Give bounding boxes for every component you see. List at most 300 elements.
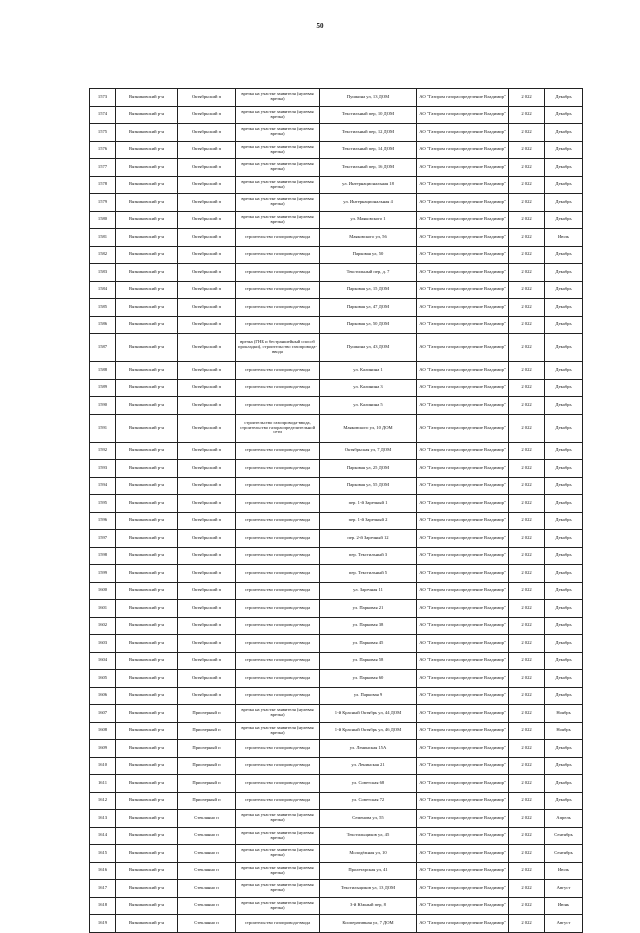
year-cell: 2 022 [509, 316, 545, 334]
organization-cell: АО "Газпром газораспределение Владимир" [417, 379, 509, 397]
district-cell: Вязниковский р-н [116, 670, 178, 688]
table-row [90, 792, 583, 810]
table-row [90, 845, 583, 863]
address-cell: ул. Ленинская 15А [320, 740, 417, 758]
row-number-cell: 1602 [90, 617, 116, 635]
month-cell: Декабрь [545, 652, 583, 670]
organization-cell: АО "Газпром газораспределение Владимир" [417, 740, 509, 758]
address-cell: Семенова ул, 55 [320, 810, 417, 828]
month-cell: Декабрь [545, 246, 583, 264]
table-row [90, 687, 583, 705]
table-row [90, 740, 583, 758]
settlement-cell: Октябрьский п [178, 582, 236, 600]
address-cell: ул. Интернациональная 4 [320, 194, 417, 212]
table-row [90, 334, 583, 362]
row-number-cell: 1591 [90, 414, 116, 442]
district-cell: Вязниковский р-н [116, 582, 178, 600]
year-cell: 2 022 [509, 722, 545, 740]
page-number: 50 [316, 22, 324, 30]
district-cell: Вязниковский р-н [116, 880, 178, 898]
month-cell: Апрель [545, 810, 583, 828]
row-number-cell: 1610 [90, 757, 116, 775]
month-cell: Декабрь [545, 414, 583, 442]
work-type-cell: врезка на участке заявителя (нулевая врезка) [236, 862, 320, 880]
settlement-cell: Октябрьский п [178, 379, 236, 397]
month-cell: Декабрь [545, 176, 583, 194]
organization-cell: АО "Газпром газораспределение Владимир" [417, 495, 509, 513]
table-row [90, 194, 583, 212]
year-cell: 2 022 [509, 897, 545, 915]
table-row [90, 397, 583, 415]
work-type-cell: строительство газопровода-ввода [236, 299, 320, 317]
row-number-cell: 1574 [90, 106, 116, 124]
address-cell: Парковая ул, 47 ДОМ [320, 299, 417, 317]
year-cell: 2 022 [509, 530, 545, 548]
address-cell: ул. Маяковского 1 [320, 211, 417, 229]
district-cell: Вязниковский р-н [116, 547, 178, 565]
work-type-cell: строительство газопровода-ввода [236, 617, 320, 635]
address-cell: ул. Калинина 5 [320, 397, 417, 415]
organization-cell: АО "Газпром газораспределение Владимир" [417, 414, 509, 442]
work-type-cell: врезка на участке заявителя (нулевая врезка) [236, 827, 320, 845]
settlement-cell: Октябрьский п [178, 512, 236, 530]
district-cell: Вязниковский р-н [116, 264, 178, 282]
work-type-cell: врезка на участке заявителя (нулевая врезка) [236, 124, 320, 142]
address-cell: Парковая ул, 15 ДОМ [320, 281, 417, 299]
settlement-cell: Стеклянно п [178, 810, 236, 828]
month-cell: Декабрь [545, 670, 583, 688]
table-row [90, 246, 583, 264]
organization-cell: АО "Газпром газораспределение Владимир" [417, 722, 509, 740]
district-cell: Вязниковский р-н [116, 722, 178, 740]
year-cell: 2 022 [509, 880, 545, 898]
address-cell: ул. Парковая 38 [320, 617, 417, 635]
row-number-cell: 1590 [90, 397, 116, 415]
row-number-cell: 1579 [90, 194, 116, 212]
organization-cell: АО "Газпром газораспределение Владимир" [417, 106, 509, 124]
month-cell: Декабрь [545, 792, 583, 810]
month-cell: Декабрь [545, 379, 583, 397]
row-number-cell: 1605 [90, 670, 116, 688]
settlement-cell: Стеклянно п [178, 897, 236, 915]
row-number-cell: 1588 [90, 362, 116, 380]
settlement-cell: Октябрьский п [178, 687, 236, 705]
address-cell: ул. Калинина 1 [320, 362, 417, 380]
address-cell: пер. 1-й Заречный 1 [320, 495, 417, 513]
work-type-cell: строительство газопровода-ввода [236, 246, 320, 264]
work-type-cell: врезка на участке заявителя (нулевая врезка) [236, 89, 320, 107]
settlement-cell: Октябрьский п [178, 141, 236, 159]
row-number-cell: 1586 [90, 316, 116, 334]
row-number-cell: 1587 [90, 334, 116, 362]
month-cell: Декабрь [545, 460, 583, 478]
table-row [90, 565, 583, 583]
row-number-cell: 1585 [90, 299, 116, 317]
month-cell: Декабрь [545, 600, 583, 618]
address-cell: Маяковского ул, 10 ДОМ [320, 414, 417, 442]
organization-cell: АО "Газпром газораспределение Владимир" [417, 845, 509, 863]
address-cell: Маяковского ул, 56 [320, 229, 417, 247]
work-type-cell: врезка на участке заявителя (нулевая врезка) [236, 106, 320, 124]
month-cell: Июль [545, 229, 583, 247]
district-cell: Вязниковский р-н [116, 124, 178, 142]
work-type-cell: врезка на участке заявителя (нулевая врезка) [236, 194, 320, 212]
year-cell: 2 022 [509, 264, 545, 282]
address-cell: пер. 2-й Заречный 12 [320, 530, 417, 548]
table-row [90, 652, 583, 670]
table-row [90, 89, 583, 107]
year-cell: 2 022 [509, 229, 545, 247]
row-number-cell: 1611 [90, 775, 116, 793]
month-cell: Декабрь [545, 334, 583, 362]
row-number-cell: 1584 [90, 281, 116, 299]
district-cell: Вязниковский р-н [116, 194, 178, 212]
organization-cell: АО "Газпром газораспределение Владимир" [417, 512, 509, 530]
settlement-cell: Октябрьский п [178, 530, 236, 548]
year-cell: 2 022 [509, 124, 545, 142]
month-cell: Декабрь [545, 442, 583, 460]
row-number-cell: 1577 [90, 159, 116, 177]
work-type-cell: строительство газопровода-ввода [236, 775, 320, 793]
address-cell: 1-й Красный Октябрь ул, 44 ДОМ [320, 705, 417, 723]
address-cell: ул. Заречная 11 [320, 582, 417, 600]
row-number-cell: 1596 [90, 512, 116, 530]
organization-cell: АО "Газпром газораспределение Владимир" [417, 176, 509, 194]
organization-cell: АО "Газпром газораспределение Владимир" [417, 897, 509, 915]
month-cell: Декабрь [545, 740, 583, 758]
row-number-cell: 1594 [90, 477, 116, 495]
table-row [90, 862, 583, 880]
year-cell: 2 022 [509, 775, 545, 793]
district-cell: Вязниковский р-н [116, 810, 178, 828]
organization-cell: АО "Газпром газораспределение Владимир" [417, 600, 509, 618]
year-cell: 2 022 [509, 211, 545, 229]
district-cell: Вязниковский р-н [116, 334, 178, 362]
work-type-cell: строительство газопровода-ввода [236, 915, 320, 933]
year-cell: 2 022 [509, 299, 545, 317]
district-cell: Вязниковский р-н [116, 246, 178, 264]
month-cell: Сентябрь [545, 827, 583, 845]
address-cell: Парковая ул, 50 [320, 246, 417, 264]
month-cell: Декабрь [545, 211, 583, 229]
table-row [90, 897, 583, 915]
district-cell: Вязниковский р-н [116, 229, 178, 247]
month-cell: Декабрь [545, 635, 583, 653]
month-cell: Декабрь [545, 141, 583, 159]
address-cell: ул. Парковая 60 [320, 670, 417, 688]
month-cell: Декабрь [545, 582, 583, 600]
table-row [90, 512, 583, 530]
district-cell: Вязниковский р-н [116, 106, 178, 124]
table-row [90, 299, 583, 317]
row-number-cell: 1618 [90, 897, 116, 915]
table-row [90, 810, 583, 828]
settlement-cell: Октябрьский п [178, 316, 236, 334]
row-number-cell: 1603 [90, 635, 116, 653]
district-cell: Вязниковский р-н [116, 89, 178, 107]
work-type-cell: врезка на участке заявителя (нулевая врезка) [236, 880, 320, 898]
year-cell: 2 022 [509, 246, 545, 264]
settlement-cell: Приозерный п [178, 705, 236, 723]
district-cell: Вязниковский р-н [116, 862, 178, 880]
settlement-cell: Октябрьский п [178, 442, 236, 460]
year-cell: 2 022 [509, 334, 545, 362]
work-type-cell: строительство газопровода-ввода [236, 670, 320, 688]
organization-cell: АО "Газпром газораспределение Владимир" [417, 530, 509, 548]
organization-cell: АО "Газпром газораспределение Владимир" [417, 477, 509, 495]
organization-cell: АО "Газпром газораспределение Владимир" [417, 299, 509, 317]
address-cell: ул. Парковая 58 [320, 652, 417, 670]
organization-cell: АО "Газпром газораспределение Владимир" [417, 281, 509, 299]
year-cell: 2 022 [509, 362, 545, 380]
table-row [90, 635, 583, 653]
month-cell: Декабрь [545, 362, 583, 380]
organization-cell: АО "Газпром газораспределение Владимир" [417, 442, 509, 460]
year-cell: 2 022 [509, 281, 545, 299]
month-cell: Декабрь [545, 264, 583, 282]
table-row [90, 775, 583, 793]
organization-cell: АО "Газпром газораспределение Владимир" [417, 617, 509, 635]
work-type-cell: строительство газопровода-ввода [236, 477, 320, 495]
table-row [90, 362, 583, 380]
work-type-cell: строительство газопровода-ввода [236, 512, 320, 530]
settlement-cell: Октябрьский п [178, 565, 236, 583]
district-cell: Вязниковский р-н [116, 740, 178, 758]
district-cell: Вязниковский р-н [116, 617, 178, 635]
work-type-cell: строительство газопровода-ввода [236, 530, 320, 548]
month-cell: Декабрь [545, 547, 583, 565]
work-type-cell: строительство газопровода-ввода [236, 547, 320, 565]
year-cell: 2 022 [509, 635, 545, 653]
settlement-cell: Октябрьский п [178, 246, 236, 264]
year-cell: 2 022 [509, 617, 545, 635]
district-cell: Вязниковский р-н [116, 159, 178, 177]
district-cell: Вязниковский р-н [116, 652, 178, 670]
address-cell: 1-й Красный Октябрь ул, 46 ДОМ [320, 722, 417, 740]
work-type-cell: строительство газопровода-ввода [236, 460, 320, 478]
table-row [90, 757, 583, 775]
organization-cell: АО "Газпром газораспределение Владимир" [417, 362, 509, 380]
settlement-cell: Октябрьский п [178, 176, 236, 194]
settlement-cell: Октябрьский п [178, 106, 236, 124]
year-cell: 2 022 [509, 442, 545, 460]
district-cell: Вязниковский р-н [116, 600, 178, 618]
address-cell: ул. Калинина 3 [320, 379, 417, 397]
work-type-cell: строительство газопровода-ввода [236, 687, 320, 705]
address-cell: Парковая ул, 55 ДОМ [320, 477, 417, 495]
table-row [90, 159, 583, 177]
work-type-cell: строительство газопровода-ввода [236, 600, 320, 618]
settlement-cell: Приозерный п [178, 775, 236, 793]
address-cell: ул. Парковая 9 [320, 687, 417, 705]
month-cell: Август [545, 915, 583, 933]
year-cell: 2 022 [509, 827, 545, 845]
year-cell: 2 022 [509, 397, 545, 415]
table-row [90, 264, 583, 282]
gasification-register-table [89, 88, 583, 933]
settlement-cell: Октябрьский п [178, 547, 236, 565]
district-cell: Вязниковский р-н [116, 775, 178, 793]
organization-cell: АО "Газпром газораспределение Владимир" [417, 565, 509, 583]
work-type-cell: врезка на участке заявителя (нулевая врезка) [236, 705, 320, 723]
row-number-cell: 1583 [90, 264, 116, 282]
year-cell: 2 022 [509, 687, 545, 705]
table-row [90, 705, 583, 723]
work-type-cell: строительство газопровода-ввода [236, 316, 320, 334]
work-type-cell: строительство газопровода-ввода [236, 565, 320, 583]
organization-cell: АО "Газпром газораспределение Владимир" [417, 159, 509, 177]
row-number-cell: 1593 [90, 460, 116, 478]
organization-cell: АО "Газпром газораспределение Владимир" [417, 264, 509, 282]
month-cell: Декабрь [545, 299, 583, 317]
district-cell: Вязниковский р-н [116, 845, 178, 863]
table-row [90, 582, 583, 600]
year-cell: 2 022 [509, 414, 545, 442]
row-number-cell: 1609 [90, 740, 116, 758]
month-cell: Декабрь [545, 530, 583, 548]
table-row [90, 547, 583, 565]
organization-cell: АО "Газпром газораспределение Владимир" [417, 775, 509, 793]
organization-cell: АО "Газпром газораспределение Владимир" [417, 582, 509, 600]
row-number-cell: 1592 [90, 442, 116, 460]
row-number-cell: 1580 [90, 211, 116, 229]
year-cell: 2 022 [509, 460, 545, 478]
work-type-cell: врезка на участке заявителя (нулевая врезка) [236, 845, 320, 863]
year-cell: 2 022 [509, 194, 545, 212]
table-row [90, 460, 583, 478]
month-cell: Декабрь [545, 512, 583, 530]
row-number-cell: 1573 [90, 89, 116, 107]
year-cell: 2 022 [509, 652, 545, 670]
district-cell: Вязниковский р-н [116, 442, 178, 460]
address-cell: Пролетарская ул, 41 [320, 862, 417, 880]
organization-cell: АО "Газпром газораспределение Владимир" [417, 635, 509, 653]
table-row [90, 281, 583, 299]
settlement-cell: Стеклянно п [178, 915, 236, 933]
table-row [90, 106, 583, 124]
address-cell: ул. Интернациональная 18 [320, 176, 417, 194]
settlement-cell: Стеклянно п [178, 827, 236, 845]
work-type-cell: строительство газопровода-ввода [236, 740, 320, 758]
work-type-cell: строительство газопровода-ввода [236, 264, 320, 282]
year-cell: 2 022 [509, 600, 545, 618]
row-number-cell: 1575 [90, 124, 116, 142]
month-cell: Июнь [545, 897, 583, 915]
year-cell: 2 022 [509, 670, 545, 688]
organization-cell: АО "Газпром газораспределение Владимир" [417, 89, 509, 107]
district-cell: Вязниковский р-н [116, 414, 178, 442]
month-cell: Декабрь [545, 89, 583, 107]
organization-cell: АО "Газпром газораспределение Владимир" [417, 687, 509, 705]
address-cell: 3-й Южный пер, 8 [320, 897, 417, 915]
organization-cell: АО "Газпром газораспределение Владимир" [417, 792, 509, 810]
row-number-cell: 1608 [90, 722, 116, 740]
row-number-cell: 1604 [90, 652, 116, 670]
district-cell: Вязниковский р-н [116, 379, 178, 397]
year-cell: 2 022 [509, 106, 545, 124]
address-cell: пер. 1-й Заречный 2 [320, 512, 417, 530]
year-cell: 2 022 [509, 89, 545, 107]
organization-cell: АО "Газпром газораспределение Владимир" [417, 757, 509, 775]
organization-cell: АО "Газпром газораспределение Владимир" [417, 652, 509, 670]
address-cell: Парковая ул, 25 ДОМ [320, 460, 417, 478]
row-number-cell: 1576 [90, 141, 116, 159]
address-cell: Текстильный пер, 12 ДОМ [320, 124, 417, 142]
settlement-cell: Стеклянно п [178, 862, 236, 880]
organization-cell: АО "Газпром газораспределение Владимир" [417, 705, 509, 723]
row-number-cell: 1619 [90, 915, 116, 933]
year-cell: 2 022 [509, 862, 545, 880]
year-cell: 2 022 [509, 547, 545, 565]
table-row [90, 600, 583, 618]
district-cell: Вязниковский р-н [116, 477, 178, 495]
work-type-cell: строительство газопровода-ввода [236, 229, 320, 247]
row-number-cell: 1601 [90, 600, 116, 618]
organization-cell: АО "Газпром газораспределение Владимир" [417, 880, 509, 898]
settlement-cell: Октябрьский п [178, 362, 236, 380]
settlement-cell: Октябрьский п [178, 229, 236, 247]
address-cell: Текстильщиков ул, 13 ДОМ [320, 880, 417, 898]
month-cell: Сентябрь [545, 845, 583, 863]
organization-cell: АО "Газпром газораспределение Владимир" [417, 334, 509, 362]
row-number-cell: 1612 [90, 792, 116, 810]
address-cell: ул. Парковая 21 [320, 600, 417, 618]
work-type-cell: врезка на участке заявителя (нулевая врезка) [236, 176, 320, 194]
district-cell: Вязниковский р-н [116, 397, 178, 415]
work-type-cell: строительство газопровода-ввода [236, 495, 320, 513]
settlement-cell: Октябрьский п [178, 652, 236, 670]
address-cell: Пушкина ул, 43 ДОМ [320, 334, 417, 362]
district-cell: Вязниковский р-н [116, 281, 178, 299]
month-cell: Ноябрь [545, 722, 583, 740]
address-cell: пер. Текстильный 5 [320, 565, 417, 583]
row-number-cell: 1582 [90, 246, 116, 264]
work-type-cell: врезка на участке заявителя (нулевая врезка) [236, 897, 320, 915]
year-cell: 2 022 [509, 792, 545, 810]
settlement-cell: Октябрьский п [178, 89, 236, 107]
month-cell: Декабрь [545, 565, 583, 583]
organization-cell: АО "Газпром газораспределение Владимир" [417, 915, 509, 933]
month-cell: Декабрь [545, 775, 583, 793]
work-type-cell: строительство газопровода-ввода [236, 281, 320, 299]
organization-cell: АО "Газпром газораспределение Владимир" [417, 862, 509, 880]
row-number-cell: 1578 [90, 176, 116, 194]
month-cell: Август [545, 880, 583, 898]
address-cell: ул. Советская 68 [320, 775, 417, 793]
table-row [90, 211, 583, 229]
year-cell: 2 022 [509, 176, 545, 194]
month-cell: Июль [545, 862, 583, 880]
table-row [90, 124, 583, 142]
district-cell: Вязниковский р-н [116, 316, 178, 334]
row-number-cell: 1615 [90, 845, 116, 863]
settlement-cell: Октябрьский п [178, 414, 236, 442]
settlement-cell: Октябрьский п [178, 460, 236, 478]
settlement-cell: Октябрьский п [178, 617, 236, 635]
table-row [90, 670, 583, 688]
year-cell: 2 022 [509, 477, 545, 495]
table-row [90, 316, 583, 334]
district-cell: Вязниковский р-н [116, 705, 178, 723]
month-cell: Декабрь [545, 159, 583, 177]
address-cell: Молодёжная ул, 10 [320, 845, 417, 863]
year-cell: 2 022 [509, 810, 545, 828]
year-cell: 2 022 [509, 565, 545, 583]
district-cell: Вязниковский р-н [116, 460, 178, 478]
table-row [90, 379, 583, 397]
organization-cell: АО "Газпром газораспределение Владимир" [417, 229, 509, 247]
table-row [90, 141, 583, 159]
